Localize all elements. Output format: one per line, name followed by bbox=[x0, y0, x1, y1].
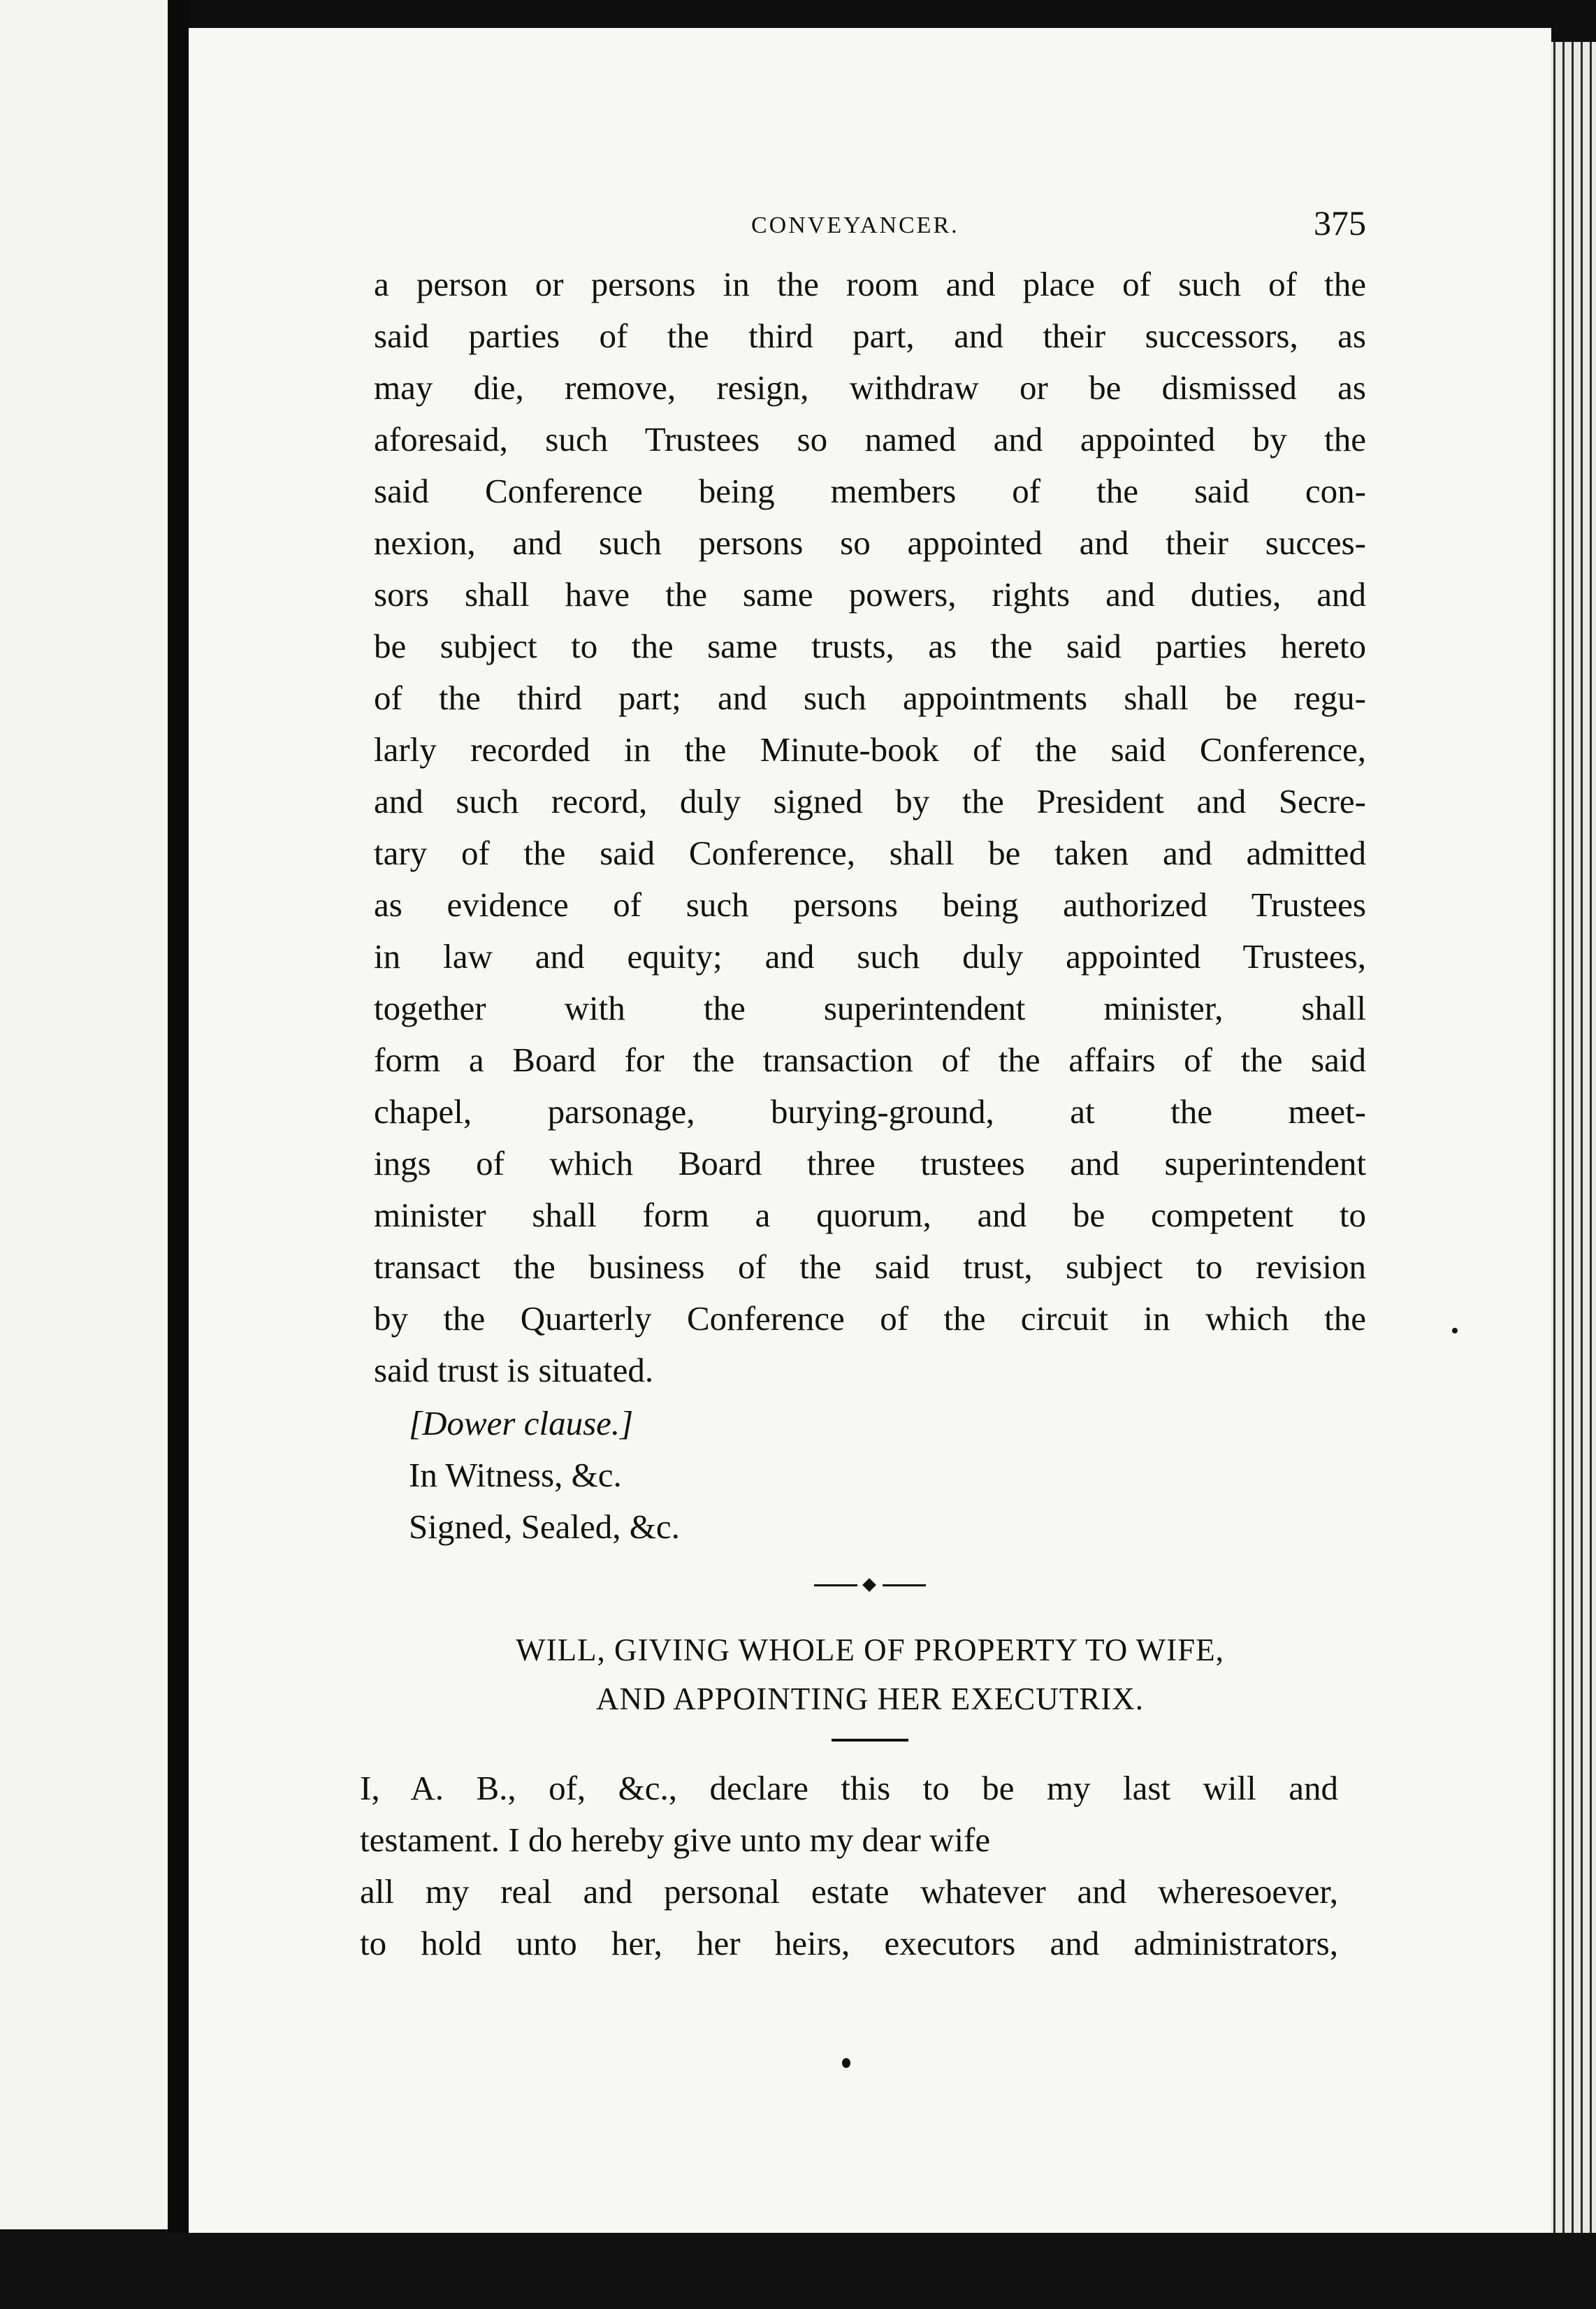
witness-line: In Witness, &c. bbox=[409, 1456, 622, 1494]
body-line: may die, remove, resign, withdraw or be dismissed as bbox=[374, 368, 1366, 407]
body-line: chapel, parsonage, burying-ground, at the meet- bbox=[374, 1092, 1366, 1131]
body-line: ings of which Board three trustees and superintendent bbox=[374, 1144, 1366, 1182]
body-line: as evidence of such persons being authorized Trustees bbox=[374, 885, 1366, 924]
will-line: to hold unto her, her heirs, executors and administrators, bbox=[360, 1924, 1338, 1962]
body-line: larly recorded in the Minute-book of the said Conference, bbox=[374, 730, 1366, 769]
body-line: a person or persons in the room and place of such of the bbox=[374, 265, 1366, 303]
body-line: said Conference being members of the said con- bbox=[374, 472, 1366, 510]
will-heading-line-1: WILL, GIVING WHOLE OF PROPERTY TO WIFE, bbox=[516, 1633, 1224, 1667]
will-paragraph bbox=[360, 1762, 1338, 1969]
body-line: transact the business of the said trust, subject to revision bbox=[374, 1247, 1366, 1286]
body-line: together with the superintendent minister, shall bbox=[374, 989, 1366, 1027]
will-line: testament. I do hereby give unto my dear wife bbox=[360, 1821, 991, 1859]
body-line: aforesaid, such Trustees so named and appointed by the bbox=[374, 420, 1366, 458]
section-divider-ornament bbox=[814, 1578, 926, 1592]
body-line: said parties of the third part, and their successors, as bbox=[374, 317, 1366, 355]
running-head bbox=[374, 203, 1366, 259]
signed-line: Signed, Sealed, &c. bbox=[409, 1507, 680, 1546]
will-heading-line-2: AND APPOINTING HER EXECUTRIX. bbox=[596, 1681, 1144, 1716]
will-line: all my real and personal estate whatever and wheresoever, bbox=[360, 1872, 1338, 1911]
body-line: be subject to the same trusts, as the said parties hereto bbox=[374, 627, 1366, 665]
will-heading bbox=[374, 1626, 1366, 1723]
body-line: nexion, and such persons so appointed and their succes- bbox=[374, 523, 1366, 562]
scan-bottom-edge bbox=[0, 2233, 1596, 2309]
body-line: of the third part; and such appointments shall be regu- bbox=[374, 679, 1366, 717]
dower-clause: [Dower clause.] bbox=[409, 1404, 634, 1442]
ink-speck bbox=[1452, 1328, 1458, 1333]
body-line: minister shall form a quorum, and be competent to bbox=[374, 1196, 1366, 1234]
body-line: tary of the said Conference, shall be taken and admitted bbox=[374, 834, 1366, 872]
body-line: in law and equity; and such duly appointed Trustees, bbox=[374, 937, 1366, 976]
heading-underline-rule bbox=[832, 1739, 908, 1742]
body-line: form a Board for the transaction of the affairs of the said bbox=[374, 1041, 1366, 1079]
running-head-title: CONVEYANCER. bbox=[751, 212, 959, 238]
closing-block bbox=[374, 1398, 1366, 1553]
body-paragraph bbox=[374, 259, 1366, 1396]
divider-rule-left bbox=[814, 1584, 857, 1586]
divider-diamond-icon bbox=[862, 1578, 876, 1592]
book-gutter bbox=[168, 0, 189, 2236]
page-content bbox=[360, 203, 1366, 1969]
body-line: and such record, duly signed by the President and Secre- bbox=[374, 782, 1366, 820]
body-line: sors shall have the same powers, rights and duties, and bbox=[374, 575, 1366, 614]
body-line: by the Quarterly Conference of the circuit in which the bbox=[374, 1299, 1366, 1338]
page-number: 375 bbox=[1314, 203, 1366, 243]
left-page-edge bbox=[0, 0, 168, 2229]
divider-rule-right bbox=[883, 1584, 926, 1586]
body-line: said trust is situated. bbox=[374, 1351, 654, 1389]
will-line: I, A. B., of, &c., declare this to be my last will and bbox=[360, 1769, 1338, 1807]
ink-speck bbox=[842, 2058, 850, 2068]
